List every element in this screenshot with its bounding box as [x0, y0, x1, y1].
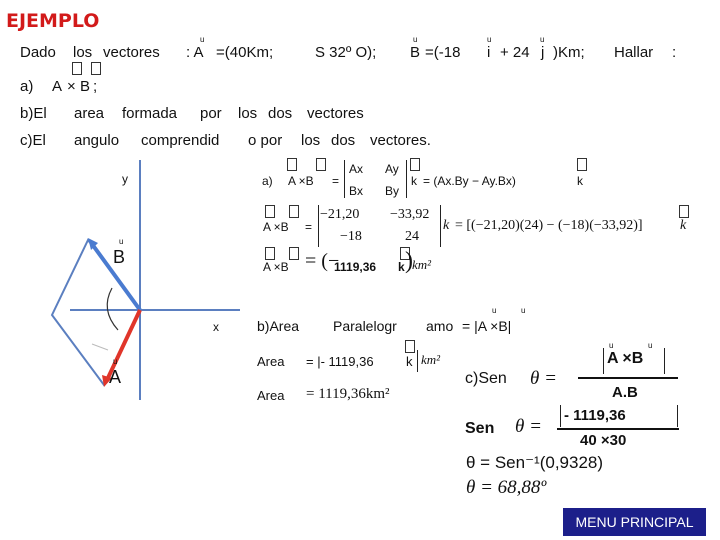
solution-a-cross: A ×B: [263, 220, 289, 234]
determinant-bar: [318, 205, 319, 247]
item-c-word: o por: [248, 132, 283, 149]
vector-hat-icon: u: [413, 35, 418, 44]
determinant-bar: [440, 205, 441, 247]
page-title: EJEMPLO: [6, 10, 100, 32]
item-a-vec-a: A: [52, 78, 63, 95]
area-unit: km²: [421, 352, 441, 367]
vector-a-definition: =(40Km;: [216, 44, 274, 61]
determinant-bar: [344, 160, 345, 198]
solution-b-word: amo: [426, 318, 454, 334]
item-a-vec-b: B: [80, 78, 91, 95]
theta-equals: θ =: [530, 368, 557, 389]
placeholder-box-icon: [405, 340, 415, 353]
matrix-value: −21,20: [320, 207, 360, 222]
unit-km: )Km;: [553, 44, 585, 61]
unit-i: i: [487, 44, 491, 61]
matrix-bx: Bx: [349, 184, 364, 198]
unit-k: k: [398, 260, 405, 274]
fraction-line: [578, 377, 678, 379]
vector-b-definition: =(-18: [425, 44, 461, 61]
guide-line: [92, 344, 108, 350]
item-b-word: area: [74, 105, 105, 122]
matrix-ay: Ay: [385, 162, 399, 176]
menu-principal-button[interactable]: MENU PRINCIPAL: [563, 508, 706, 536]
unit-hat-icon: u: [540, 35, 545, 44]
solution-a-cross: A ×B: [288, 174, 314, 188]
fraction-line: [557, 428, 679, 430]
item-c-word: los: [301, 132, 321, 149]
item-a-times: ×: [67, 78, 76, 95]
solution-b-label: b)Area: [257, 318, 300, 334]
vector-hat-icon: u: [609, 341, 614, 350]
colon: :: [672, 44, 677, 61]
abs-bar: [677, 405, 678, 427]
placeholder-box-icon: [577, 158, 587, 171]
matrix-ax: Ax: [349, 162, 364, 176]
solution-a-equals: =: [332, 174, 340, 188]
fraction-denominator: 40 ×30: [580, 432, 627, 449]
unit-k: k: [406, 354, 413, 369]
solution-a-expansion: = (Ax.By − Ay.Bx): [423, 174, 516, 188]
solution-a-result-unit: km²: [412, 257, 432, 272]
fraction-numerator: A ×B: [607, 350, 644, 367]
vector-hat-icon: u: [492, 306, 497, 315]
plus-24: + 24: [500, 44, 530, 61]
vector-hat-icon: u: [113, 357, 118, 366]
area-result: = 1119,36km²: [306, 386, 390, 402]
solution-a-label: a): [262, 174, 273, 188]
item-b-word: vectores: [307, 105, 364, 122]
parallelogram: [52, 237, 140, 385]
unit-j: j: [541, 44, 545, 61]
placeholder-box-icon: [410, 158, 420, 171]
vector-hat-icon: u: [521, 306, 526, 315]
area-label: Area: [257, 388, 285, 403]
word-hallar: Hallar: [614, 44, 654, 61]
item-b-word: formada: [122, 105, 178, 122]
vector-a-label: A: [109, 367, 122, 387]
matrix-value: 24: [405, 229, 419, 244]
abs-bar: [603, 348, 604, 374]
fraction-numerator: - 1119,36: [564, 407, 626, 424]
abs-bar: [560, 405, 561, 427]
solution-a-result-close: ): [405, 248, 413, 274]
word-los: los: [73, 44, 93, 61]
abs-bar: [417, 350, 418, 372]
matrix-value: −33,92: [390, 207, 430, 222]
solution-a-result-prefix: = (−: [305, 250, 340, 272]
unit-hat-icon: u: [487, 35, 492, 44]
unit-k: k: [680, 218, 687, 233]
determinant-bar: [406, 160, 407, 198]
item-b-word: por: [200, 105, 222, 122]
vector-b-label: B: [410, 44, 421, 61]
word-dado: Dado: [20, 44, 56, 61]
vector-a-direction: S 32º O);: [315, 44, 377, 61]
abs-bar: [664, 348, 665, 374]
matrix-value: −18: [340, 229, 362, 244]
item-a-semicolon: ;: [93, 78, 98, 95]
item-a-label: a): [20, 78, 34, 95]
fraction-denominator: A.B: [612, 384, 638, 401]
vector-hat-icon: u: [119, 237, 124, 246]
item-b-word: los: [238, 105, 258, 122]
placeholder-box-icon: [679, 205, 689, 218]
sen-label: Sen: [465, 420, 495, 437]
matrix-by: By: [385, 184, 400, 198]
area-value: = |- 1119,36: [306, 354, 374, 369]
final-angle: θ = 68,88º: [466, 477, 547, 498]
placeholder-box-icon: [287, 158, 297, 171]
placeholder-box-icon: [316, 158, 326, 171]
item-c-label: c)El: [20, 132, 46, 149]
theta-equals: θ =: [515, 416, 542, 437]
solution-c-label: c)Sen: [465, 370, 507, 387]
vector-hat-icon: u: [200, 35, 205, 44]
solution-b-word: Paralelogr: [333, 318, 397, 334]
placeholder-box-icon: [265, 247, 275, 260]
solution-a-result-value: 1119,36: [334, 260, 377, 274]
unit-k: k: [443, 218, 450, 233]
placeholder-box-icon: [289, 205, 299, 218]
item-b-label: b)El: [20, 105, 47, 122]
solution-a-numeric-expansion: = [(−21,20)(24) − (−18)(−33,92)]: [455, 218, 643, 233]
vector-diagram: [0, 0, 260, 420]
word-vectores: vectores: [103, 44, 160, 61]
area-label: Area: [257, 354, 285, 369]
unit-k: k: [411, 174, 417, 188]
solution-a-equals: =: [305, 220, 313, 234]
vector-hat-icon: u: [648, 341, 653, 350]
item-c-word: angulo: [74, 132, 120, 149]
x-axis-label: x: [213, 320, 219, 334]
item-c-word: comprendid: [141, 132, 220, 149]
unit-k: k: [577, 174, 583, 188]
solution-b-definition: = |A ×B|: [462, 318, 512, 334]
vector-b-label: B: [113, 247, 126, 267]
inverse-sine: θ = Sen⁻¹(0,9328): [466, 453, 604, 472]
item-b-word: dos: [268, 105, 293, 122]
solution-a-cross: A ×B: [263, 260, 289, 274]
item-c-word: vectores.: [370, 132, 431, 149]
item-c-word: dos: [331, 132, 356, 149]
y-axis-label: y: [122, 172, 128, 186]
placeholder-box-icon: [265, 205, 275, 218]
vector-a-label: : A: [186, 44, 204, 61]
placeholder-box-icon: [289, 247, 299, 260]
